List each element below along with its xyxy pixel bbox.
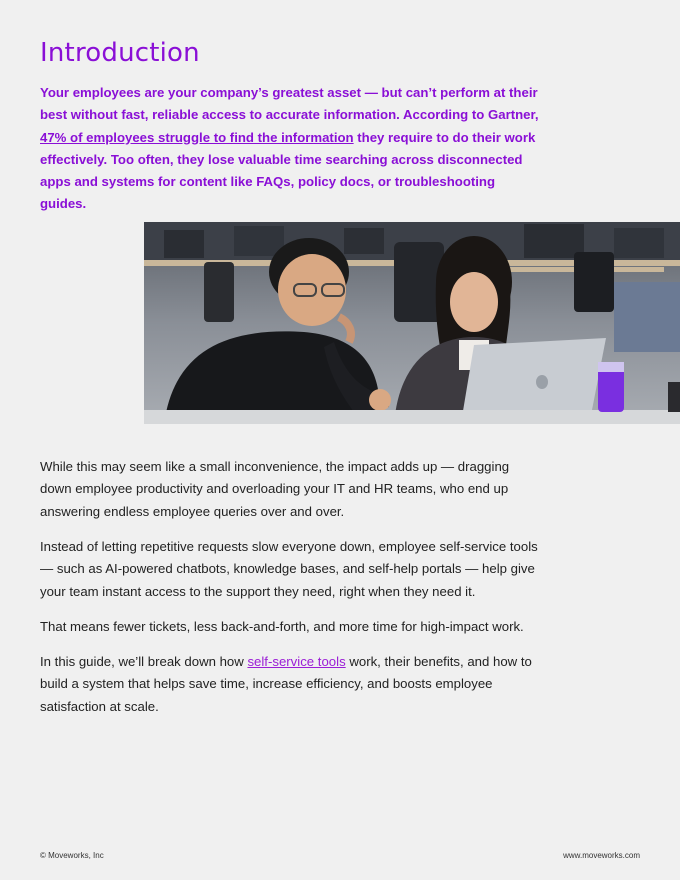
intro-text-end: they require to do their work effectively. Too often, they lose valuable time searching across disconnected apps and systems for content like FAQs, policy docs, or troubleshooting guides. <box>40 129 536 212</box>
intro-paragraph <box>40 82 540 216</box>
p4-text-end: work, their benefits, and how to build a system that helps save time, increase efficiency, and boosts employee satisfaction at scale. <box>40 654 532 714</box>
body-paragraph-3: That means fewer tickets, less back-and-forth, and more time for high-impact work. <box>40 619 524 634</box>
body-paragraph-4 <box>40 651 540 718</box>
office-photo <box>144 222 680 424</box>
page-title: Introduction <box>40 38 200 68</box>
body-paragraph-1: While this may seem like a small inconvenience, the impact adds up — dragging down employee productivity and overloading your IT and HR teams, who end up answering endless employee queries over and over. <box>40 459 510 519</box>
self-service-tools-link[interactable]: self-service tools <box>247 654 346 669</box>
website-footer: www.moveworks.com <box>563 851 640 860</box>
p4-text-start: In this guide, we’ll break down how <box>40 654 248 669</box>
body-paragraph-2: Instead of letting repetitive requests slow everyone down, employee self-service tools — such as AI-powered chatbots, knowledge bases, and self-help portals — help give your team instant access to the support they need, right when they need it. <box>40 539 538 599</box>
copyright-footer: © Moveworks, Inc <box>40 851 104 860</box>
intro-text-start: Your employees are your company’s greatest asset — but can’t perform at their best without fast, reliable access to accurate information. According to Gartner, <box>40 85 539 123</box>
gartner-stat-link[interactable]: 47% of employees struggle to find the information <box>40 129 354 145</box>
